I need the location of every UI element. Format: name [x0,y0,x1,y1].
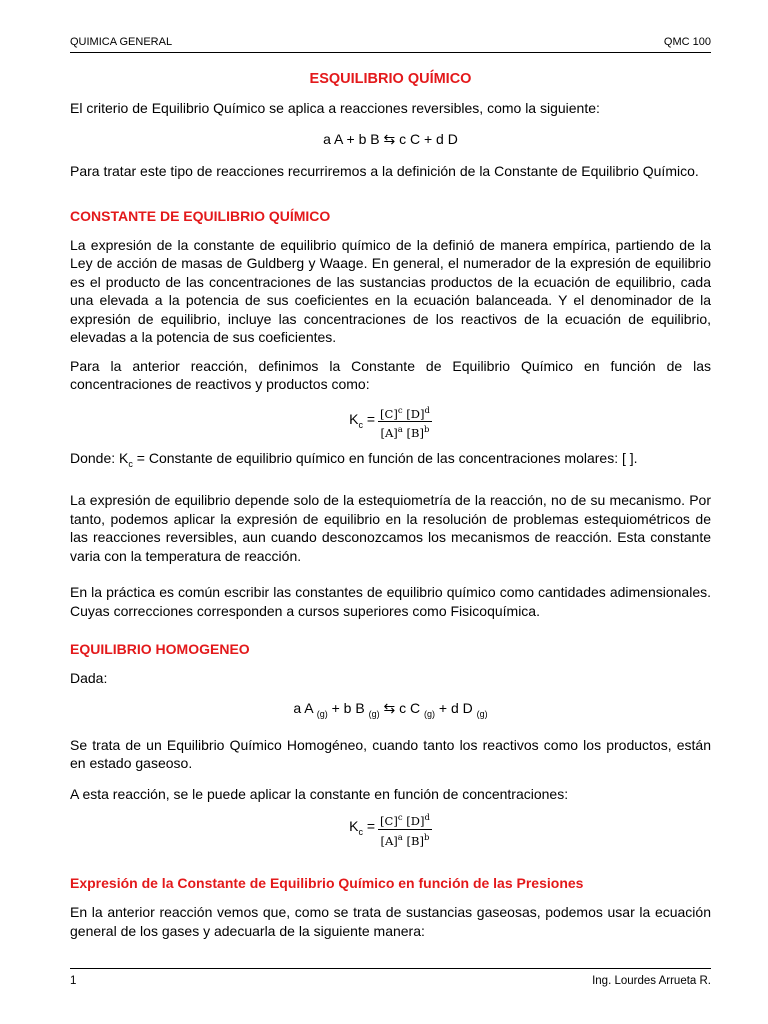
homogeneo-paragraph-2: A esta reacción, se le puede aplicar la constante en función de concentraciones: [70,785,569,802]
header-course: QUIMICA GENERAL [70,36,173,48]
kc-denominator-2: $[A]^a$ $[B]^b$ [380,833,430,848]
kc-symbol: $K_c$ = [349,410,376,430]
document-body [70,70,711,940]
kc-denominator: $[A]^a$ $[B]^b$ [380,425,430,441]
page-header [70,36,711,53]
kc-fraction-2 [378,811,432,848]
constante-paragraph-1: La expresión de la constante de equilibrio químico de la definió de manera empírica, partiendo de la Ley de acción de masas de Guldberg y Waage. En general, el numerador de la expresión de equilibrio es el producto de las concentraciones de las sustancias productos de la ecuación de equilibrio, cada una elevada a la potencia de sus coeficientes en la ecuación balanceada. Y el denominador de la expresión de equilibrio, incluye las concentraciones de los reactivos de la ecuación de equilibrio, elevadas a la potencia de sus coeficientes. [70,236,711,345]
page-number: 1 [70,975,77,987]
homogeneo-paragraph-1: Se trata de un Equilibrio Químico Homogéneo, cuando tanto los reactivos como los productos, están en estado gaseoso. [70,736,711,772]
kc-numerator-2: $[C]^c$ $[D]^d$ [380,813,430,829]
homogeneous-reaction: a A $_{(g)}$ + b B $_{(g)}$ ⇆ c C $_{(g)}$ + d D $_{(g)}$ [293,700,488,720]
dada-label: Dada: [70,669,108,686]
footer-author: Ing. Lourdes Arrueta R. [592,975,711,987]
kc-numerator: $[C]^c$ $[D]^d$ [380,405,430,421]
kc-symbol-2: $K_c$ = [349,818,376,838]
page-title: ESQUILIBRIO QUÍMICO [309,71,472,87]
presiones-paragraph-1: En la anterior reacción vemos que, como se trata de sustancias gaseosas, podemos usar la ecuación general de los gases y adecuarla de la siguiente manera: [70,904,711,939]
page-footer [70,968,711,987]
section-heading-presiones: Expresión de la Constante de Equilibrio Químico en función de las Presiones [70,874,584,891]
constante-paragraph-4: En la práctica es común escribir las constantes de equilibrio químico como cantidades adimensionales. Cuyas correcciones corresponden a cursos superiores como Fisicoquímica. [70,584,711,619]
kc-fraction [378,404,432,441]
header-code: QMC 100 [663,36,711,48]
kc-formula [70,404,711,441]
constante-paragraph-2: Para la anterior reacción, definimos la Constante de Equilibrio Químico en función de las concentraciones de reactivos y productos como: [70,357,711,392]
intro-paragraph-2: Para tratar este tipo de reacciones recurriremos a la definición de la Constante de Equilibrio Químico. [70,162,699,179]
intro-paragraph: El criterio de Equilibrio Químico se aplica a reacciones reversibles, como la siguiente: [70,99,600,116]
donde-paragraph: Donde: $K_c$ = Constante de equilibrio químico en función de las concentraciones molares: [ ]. [70,450,638,469]
kc-formula-2 [70,811,711,848]
constante-paragraph-3: La expresión de equilibrio depende solo de la estequiometría de la reacción, no de su mecanismo. Por tanto, podemos aplicar la expresión de equilibrio en la resolución de problemas estequiométricos de las reacciones reversibles, aun cuando desconozcamos los mecanismos de reacción. Esta constante varia con la temperatura de reacción. [70,492,711,564]
reaction-equation: a A + b B ⇆ c C + d D [323,131,458,147]
section-heading-constante: CONSTANTE DE EQUILIBRIO QUÍMICO [70,208,331,224]
section-heading-homogeneo: EQUILIBRIO HOMOGENEO [70,641,250,658]
